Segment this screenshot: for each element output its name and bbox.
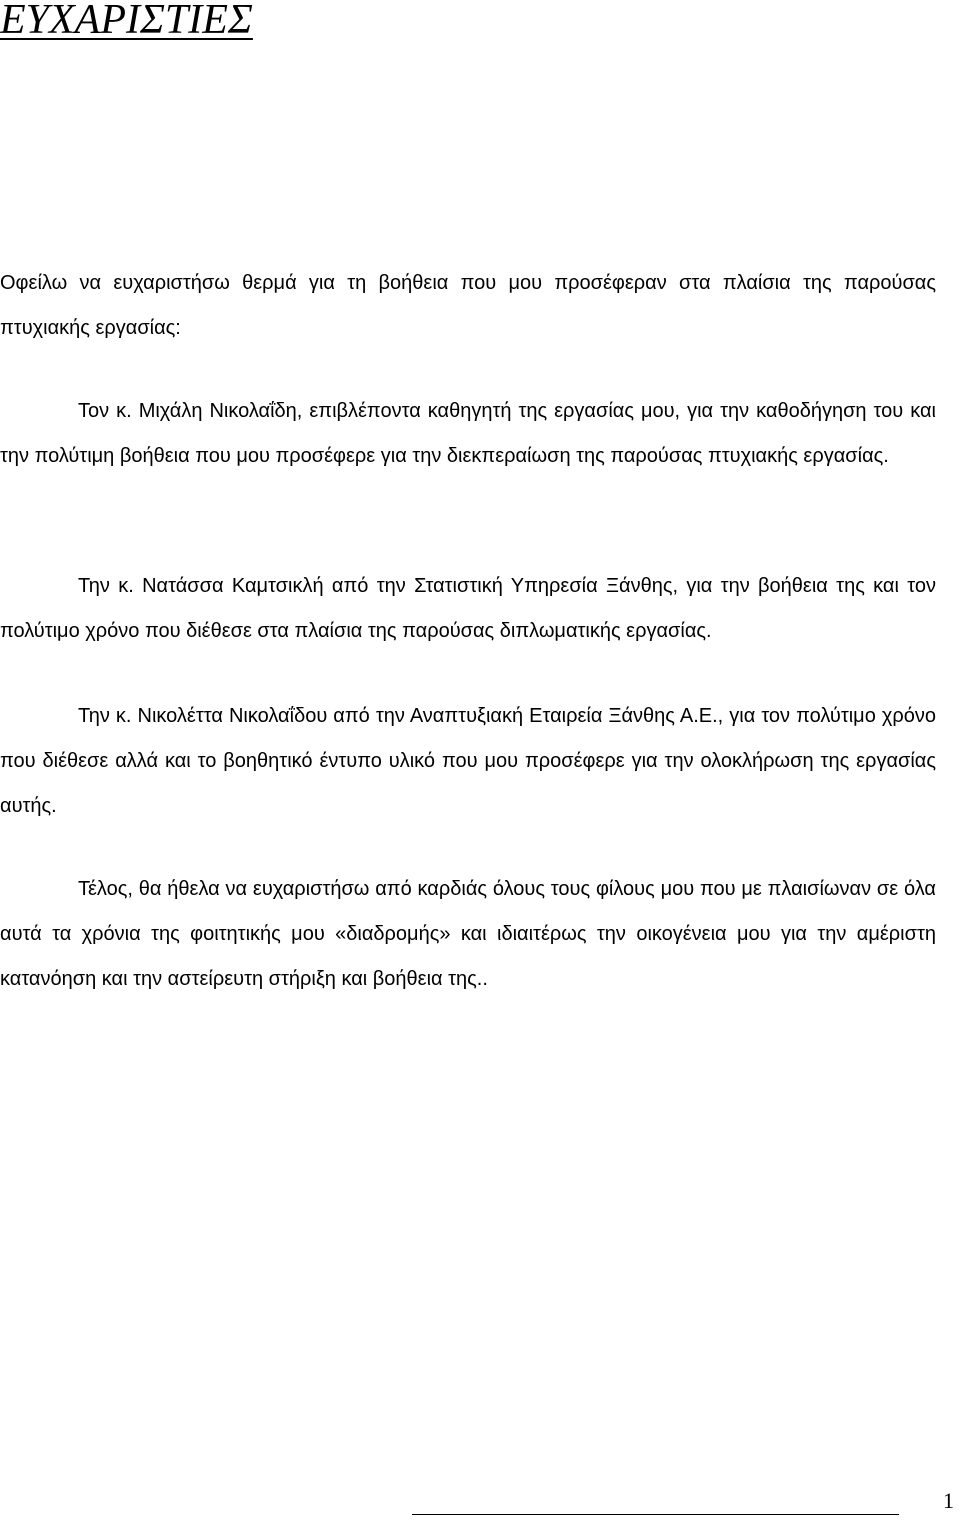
paragraph-supervisor: Τον κ. Μιχάλη Νικολαΐδη, επιβλέποντα καθηγητή της εργασίας μου, για την καθοδήγηση του και την πολύτιμη βοήθεια που μου προσέφερε για την διεκπεραίωση της παρούσας πτυχιακής εργασίας. xyxy=(0,400,936,467)
page-number: 1 xyxy=(943,1488,954,1513)
paragraph-closing: Τέλος, θα ήθελα να ευχαριστήσω από καρδιάς όλους τους φίλους μου που με πλαισίωναν σε όλα αυτά τα χρόνια της φοιτητικής μου «διαδρομής» και ιδιαιτέρως την οικογένεια μου για την αμέριστη κατανόηση και την αστείρευτη στήριξη και βοήθεια της.. xyxy=(0,878,936,990)
page-title: ΕΥΧΑΡΙΣΤΙΕΣ xyxy=(0,0,253,43)
footer-divider xyxy=(412,1514,899,1515)
paragraph-intro: Οφείλω να ευχαριστήσω θερμά για τη βοήθεια που μου προσέφεραν στα πλαίσια της παρούσας πτυχιακής εργασίας: xyxy=(0,272,936,339)
paragraph-statistics-service: Την κ. Νατάσσα Καμτσικλή από την Στατιστική Υπηρεσία Ξάνθης, για την βοήθεια της και τον πολύτιμο χρόνο που διέθεσε στα πλαίσια της παρούσας διπλωματικής εργασίας. xyxy=(0,575,936,642)
paragraph-development-company: Την κ. Νικολέττα Νικολαΐδου από την Αναπτυξιακή Εταιρεία Ξάνθης Α.Ε., για τον πολύτιμο χρόνο που διέθεσε αλλά και το βοηθητικό έντυπο υλικό που μου προσέφερε για την ολοκλήρωση της εργασίας αυτής. xyxy=(0,705,936,817)
